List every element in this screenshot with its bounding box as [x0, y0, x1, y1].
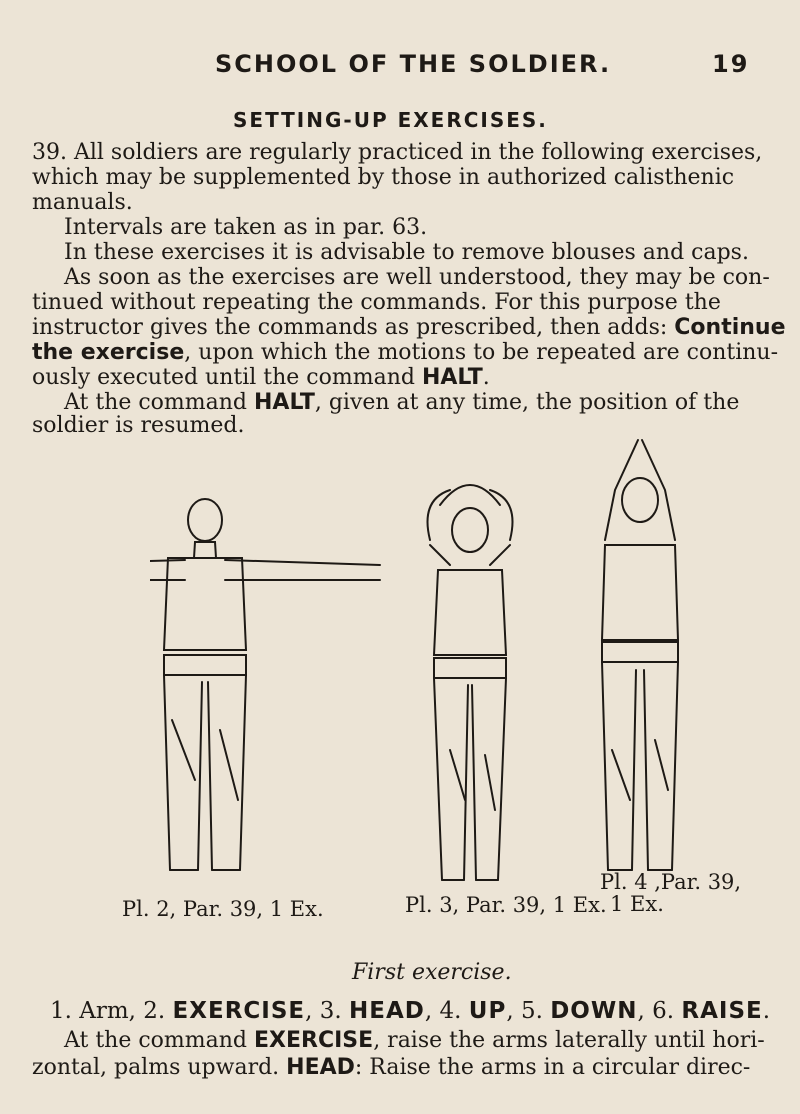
paragraph-4-line-5 — [32, 365, 772, 390]
figure-3-caption-line-2: 1 Ex. — [610, 892, 664, 916]
bold-command: UP — [468, 998, 507, 1024]
bold-command: HEAD — [349, 998, 425, 1024]
paragraph-4-line-3 — [32, 315, 786, 340]
paragraph-5-line-1 — [64, 390, 800, 415]
text-run: At the command — [64, 1028, 255, 1053]
command-sequence-line — [50, 998, 770, 1024]
text-run: . — [482, 365, 490, 390]
text-run: , upon which the motions to be repeated are continu- — [184, 340, 779, 365]
bold-command: HEAD — [286, 1055, 355, 1080]
command-description-line-2 — [32, 1055, 772, 1080]
bold-command: the exercise — [32, 340, 185, 365]
text-run: , given at any time, the position of the — [314, 390, 740, 415]
soldier-arms-lateral-figure — [150, 499, 380, 870]
text-run: , 6. — [637, 998, 682, 1024]
text-run: ously executed until the command — [32, 365, 422, 390]
text-run: , raise the arms laterally until hori- — [373, 1028, 765, 1053]
text-run: , 5. — [506, 998, 551, 1024]
text-run: instructor gives the commands as prescribed, then adds: — [32, 315, 675, 340]
exercise-illustrations — [150, 420, 710, 910]
bold-command: HALT — [254, 390, 315, 415]
paragraph-5-line-2: soldier is resumed. — [32, 413, 245, 438]
header-title: SCHOOL OF THE SOLDIER. — [215, 50, 612, 78]
paragraph-1-line-1: 39. All soldiers are regularly practiced in the following exercises, — [32, 140, 763, 165]
paragraph-4-line-1: As soon as the exercises are well understood, they may be con- — [64, 265, 770, 290]
paragraph-3: In these exercises it is advisable to remove blouses and caps. — [64, 240, 749, 265]
bold-command: DOWN — [550, 998, 638, 1024]
text-run: zontal, palms upward. — [32, 1055, 287, 1080]
exercise-subtitle: First exercise. — [352, 960, 512, 985]
figure-1-caption: Pl. 2, Par. 39, 1 Ex. — [122, 897, 324, 921]
soldier-hands-on-head-figure — [428, 485, 513, 880]
command-description-line-1 — [64, 1028, 800, 1053]
paragraph-4-line-4 — [32, 340, 779, 365]
figure-2-caption: Pl. 3, Par. 39, 1 Ex. — [405, 893, 607, 917]
running-header — [0, 50, 800, 80]
text-run: 1. Arm, 2. — [50, 998, 173, 1024]
page-number: 19 — [712, 50, 750, 78]
text-run: . — [762, 998, 771, 1024]
bold-command: EXERCISE — [254, 1028, 374, 1053]
figure-3-caption-line-1: Pl. 4 ,Par. 39, — [600, 870, 742, 894]
paragraph-1-line-2: which may be supplemented by those in authorized calisthenic — [32, 165, 735, 190]
bold-command: EXERCISE — [172, 998, 306, 1024]
text-run: , 4. — [424, 998, 469, 1024]
bold-command: Continue — [674, 315, 786, 340]
bold-command: HALT — [421, 365, 483, 390]
section-title: SETTING-UP EXERCISES. — [233, 108, 548, 132]
text-run: : Raise the arms in a circular direc- — [354, 1055, 751, 1080]
paragraph-2: Intervals are taken as in par. 63. — [64, 215, 428, 240]
paragraph-4-line-2: tinued without repeating the commands. For this purpose the — [32, 290, 721, 315]
bold-command: RAISE — [681, 998, 763, 1024]
text-run: At the command — [64, 390, 255, 415]
soldier-arms-raised-figure — [602, 440, 678, 870]
text-run: , 3. — [305, 998, 350, 1024]
paragraph-1-line-3: manuals. — [32, 190, 133, 215]
